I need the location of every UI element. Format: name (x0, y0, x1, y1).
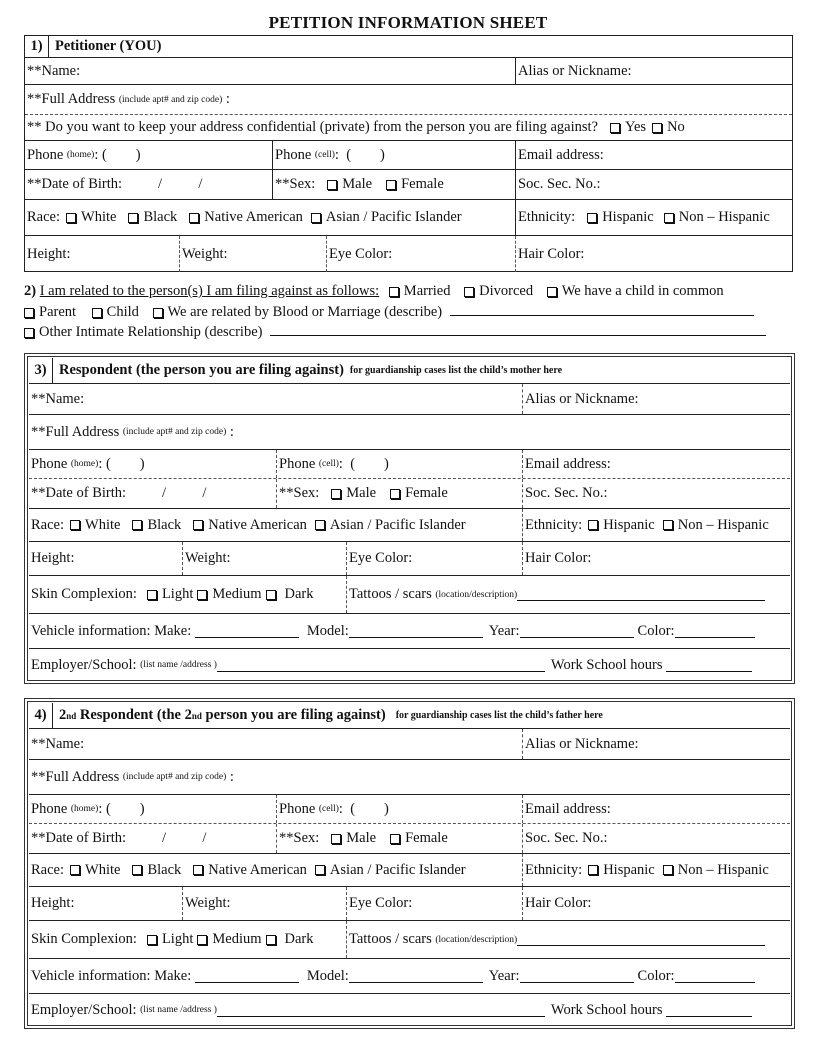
home-note: (home) (70, 804, 99, 814)
alias-field[interactable] (515, 58, 792, 84)
sex-field (276, 824, 522, 853)
phone-home-field[interactable] (29, 450, 276, 478)
asian-label: Asian / Pacific Islander (329, 861, 466, 878)
skin-field (29, 576, 346, 613)
paren: : ( ) (334, 146, 385, 163)
address-note: (include apt# and zip code) (118, 94, 223, 105)
address-field[interactable] (25, 85, 792, 114)
address-note: (include apt# and zip code) (122, 427, 227, 437)
paren: : ( ) (338, 455, 389, 472)
ethnicity-field (522, 854, 790, 886)
cell-note: (cell) (318, 459, 339, 469)
dark-label: Dark (284, 931, 314, 947)
address-field[interactable] (29, 415, 790, 449)
black-label: Black (143, 209, 178, 225)
nonhispanic-label: Non – Hispanic (677, 861, 769, 878)
home-note: (home) (70, 459, 99, 469)
ssn-field[interactable] (515, 170, 792, 199)
native-label: Native American (204, 209, 303, 225)
hispanic-checkbox[interactable] (588, 865, 598, 875)
hair-color-field[interactable] (522, 542, 790, 575)
colon: : (229, 768, 234, 785)
model-label: Model: (306, 967, 349, 984)
hair-label: Hair Color: (525, 895, 592, 911)
weight-field[interactable] (182, 887, 346, 920)
other-checkbox[interactable] (24, 328, 34, 338)
female-label: Female (405, 830, 448, 846)
email-field[interactable] (522, 795, 790, 823)
dob-field[interactable] (29, 479, 276, 508)
make-line[interactable] (195, 625, 299, 638)
male-label: Male (346, 830, 377, 846)
tattoos-label: Tattoos / scars (349, 931, 432, 947)
name-field[interactable] (25, 58, 515, 84)
heading-text: person you are filing against) (201, 707, 386, 723)
employer-field (29, 649, 790, 681)
paren: : ( ) (94, 146, 141, 163)
hair-color-field[interactable] (522, 887, 790, 920)
black-label: Black (147, 516, 182, 533)
skin-field (29, 921, 346, 958)
male-label: Male (346, 485, 377, 501)
cell-note: (cell) (314, 150, 335, 160)
model-line[interactable] (349, 625, 483, 638)
male-checkbox[interactable] (331, 489, 341, 499)
native-checkbox[interactable] (193, 520, 203, 530)
section-heading (53, 703, 603, 728)
tattoos-note: (location/description) (435, 934, 518, 945)
hair-label: Hair Color: (518, 245, 585, 262)
name-field[interactable] (29, 729, 522, 759)
tattoos-line[interactable] (517, 588, 765, 601)
tattoos-label: Tattoos / scars (349, 586, 432, 602)
phone-label: Phone (31, 800, 68, 817)
skin-label: Skin Complexion: (31, 931, 137, 947)
color-label: Color: (637, 967, 675, 984)
black-checkbox[interactable] (128, 213, 138, 223)
asian-checkbox[interactable] (315, 865, 325, 875)
ssn-label: Soc. Sec. No.: (525, 485, 608, 501)
tattoos-line[interactable] (517, 933, 765, 946)
native-checkbox[interactable] (193, 865, 203, 875)
dark-checkbox[interactable] (266, 590, 276, 600)
race-field (29, 509, 522, 541)
make-line[interactable] (195, 970, 299, 983)
heading-sup: nd (191, 710, 202, 721)
sex-field (276, 479, 522, 508)
paren: : ( ) (98, 800, 145, 817)
second-respondent-section (24, 698, 795, 1029)
name-label: **Name: (31, 735, 85, 752)
alias-label: Alias or Nickname: (525, 735, 639, 752)
name-label: **Name: (27, 62, 81, 79)
home-note: (home) (66, 150, 95, 160)
phone-label: Phone (279, 455, 316, 472)
dob-slashes: / / (162, 830, 207, 846)
phone-label: Phone (279, 800, 316, 817)
black-label: Black (147, 861, 182, 878)
paren: : ( ) (98, 455, 145, 472)
white-checkbox[interactable] (66, 213, 76, 223)
employer-label: Employer/School: (31, 656, 137, 673)
year-line[interactable] (520, 970, 634, 983)
paren: : ( ) (338, 800, 389, 817)
dark-checkbox[interactable] (266, 935, 276, 945)
female-label: Female (401, 176, 444, 192)
female-checkbox[interactable] (390, 834, 400, 844)
other-describe-line[interactable] (270, 323, 766, 336)
year-label: Year: (488, 622, 520, 639)
alias-field[interactable] (522, 729, 790, 759)
height-field[interactable] (25, 236, 179, 272)
height-label: Height: (31, 550, 75, 566)
dob-field[interactable] (29, 824, 276, 853)
tattoos-field[interactable] (346, 921, 790, 958)
page-title: PETITION INFORMATION SHEET (268, 13, 548, 32)
year-label: Year: (488, 967, 520, 984)
relationship-line-1 (24, 283, 724, 300)
color-line[interactable] (675, 970, 755, 983)
medium-checkbox[interactable] (197, 590, 207, 600)
white-label: White (81, 209, 117, 225)
address-label: **Full Address (27, 91, 116, 107)
vehicle-field (29, 959, 790, 993)
phone-label: Phone (27, 146, 64, 163)
parent-label: Parent (39, 304, 77, 320)
hispanic-checkbox[interactable] (587, 213, 597, 223)
alias-field[interactable] (522, 384, 790, 414)
ethnicity-label: Ethnicity: (525, 516, 583, 533)
weight-field[interactable] (182, 542, 346, 575)
employer-field (29, 994, 790, 1026)
weight-field[interactable] (179, 236, 326, 272)
heading-note: for guardianship cases list the child’s mother here (349, 365, 563, 376)
race-label: Race: (31, 516, 65, 533)
blood-checkbox[interactable] (153, 308, 163, 318)
phone-cell-field[interactable] (276, 795, 522, 823)
weight-label: Weight: (185, 550, 231, 566)
dob-label: **Date of Birth: (31, 485, 127, 501)
blood-describe-line[interactable] (450, 303, 754, 316)
native-label: Native American (208, 516, 307, 533)
eye-label: Eye Color: (329, 245, 393, 262)
dob-label: **Date of Birth: (27, 176, 123, 192)
email-field[interactable] (522, 450, 790, 478)
sex-field (272, 170, 515, 199)
hispanic-label: Hispanic (602, 209, 654, 225)
dob-slashes: / / (158, 176, 203, 192)
yes-label: Yes (624, 119, 647, 135)
colon: : (229, 423, 234, 440)
sex-label: **Sex: (275, 176, 316, 192)
black-checkbox[interactable] (132, 520, 142, 530)
tattoos-note: (location/description) (435, 589, 518, 600)
height-field[interactable] (29, 887, 182, 920)
medium-checkbox[interactable] (197, 935, 207, 945)
no-checkbox[interactable] (652, 123, 662, 133)
sex-label: **Sex: (279, 830, 320, 846)
address-field[interactable] (29, 760, 790, 794)
address-label: **Full Address (31, 423, 120, 440)
race-field (25, 200, 515, 235)
ssn-label: Soc. Sec. No.: (518, 176, 601, 192)
alias-label: Alias or Nickname: (518, 62, 632, 79)
respondent-section (24, 353, 795, 684)
email-label: Email address: (518, 146, 604, 163)
hours-line[interactable] (666, 1004, 752, 1017)
asian-label: Asian / Pacific Islander (329, 516, 466, 533)
white-checkbox[interactable] (70, 520, 80, 530)
black-checkbox[interactable] (132, 865, 142, 875)
weight-label: Weight: (185, 895, 231, 911)
heading-text: Respondent (the person you are filing against) (59, 362, 344, 378)
email-label: Email address: (525, 800, 611, 817)
hours-label: Work School hours (550, 1001, 663, 1018)
cell-note: (cell) (318, 804, 339, 814)
married-label: Married (403, 283, 451, 299)
hair-label: Hair Color: (525, 550, 592, 566)
nonhispanic-label: Non – Hispanic (677, 516, 769, 533)
ethnicity-field (515, 200, 792, 235)
vehicle-label: Vehicle information: Make: (31, 967, 192, 984)
light-checkbox[interactable] (147, 590, 157, 600)
divorced-checkbox[interactable] (464, 287, 474, 297)
height-field[interactable] (29, 542, 182, 575)
female-label: Female (405, 485, 448, 501)
color-line[interactable] (675, 625, 755, 638)
email-field[interactable] (515, 141, 792, 169)
phone-label: Phone (275, 146, 312, 163)
race-label: Race: (31, 861, 65, 878)
divorced-label: Divorced (479, 283, 534, 299)
race-label: Race: (27, 209, 61, 225)
child-common-label: We have a child in common (561, 283, 724, 299)
hispanic-label: Hispanic (603, 861, 655, 878)
phone-cell-field[interactable] (276, 450, 522, 478)
color-label: Color: (637, 622, 675, 639)
employer-note: (list name /address ) (140, 1005, 217, 1015)
ethnicity-field (522, 509, 790, 541)
married-checkbox[interactable] (389, 287, 399, 297)
race-field (29, 854, 522, 886)
hours-line[interactable] (666, 659, 752, 672)
section-number: 4) (29, 703, 53, 728)
colon: : (225, 91, 230, 107)
relationship-line-2 (24, 303, 754, 321)
hispanic-label: Hispanic (603, 516, 655, 533)
nonhispanic-label: Non – Hispanic (678, 209, 770, 225)
nonhispanic-checkbox[interactable] (664, 213, 674, 223)
phone-label: Phone (31, 455, 68, 472)
female-checkbox[interactable] (386, 180, 396, 190)
asian-checkbox[interactable] (315, 520, 325, 530)
dob-field[interactable] (25, 170, 272, 199)
white-checkbox[interactable] (70, 865, 80, 875)
skin-label: Skin Complexion: (31, 586, 137, 602)
ssn-field[interactable] (522, 479, 790, 508)
year-line[interactable] (520, 625, 634, 638)
native-label: Native American (208, 861, 307, 878)
yes-checkbox[interactable] (610, 123, 620, 133)
employer-line[interactable] (217, 1004, 545, 1017)
model-label: Model: (306, 622, 349, 639)
ethnicity-label: Ethnicity: (518, 209, 576, 225)
vehicle-label: Vehicle information: Make: (31, 622, 192, 639)
ethnicity-label: Ethnicity: (525, 861, 583, 878)
section-number: 2) (24, 283, 37, 299)
dark-label: Dark (284, 586, 314, 602)
confidential-label: ** Do you want to keep your address confidential (private) from the person you are filing against? (27, 119, 598, 135)
name-field[interactable] (29, 384, 522, 414)
male-label: Male (342, 176, 373, 192)
male-checkbox[interactable] (331, 834, 341, 844)
female-checkbox[interactable] (390, 489, 400, 499)
petitioner-section (24, 35, 793, 272)
model-line[interactable] (349, 970, 483, 983)
eye-color-field[interactable] (346, 542, 522, 575)
section-number: 3) (29, 358, 53, 383)
name-label: **Name: (31, 390, 85, 407)
alias-label: Alias or Nickname: (525, 390, 639, 407)
address-label: **Full Address (31, 768, 120, 785)
weight-label: Weight: (182, 245, 228, 262)
heading-text: Respondent (the 2 (76, 707, 192, 723)
height-label: Height: (27, 245, 71, 262)
employer-label: Employer/School: (31, 1001, 137, 1018)
section-number: 1) (25, 36, 49, 57)
vehicle-field (29, 614, 790, 648)
dob-label: **Date of Birth: (31, 830, 127, 846)
relationship-line-3 (24, 323, 766, 341)
employer-line[interactable] (217, 659, 545, 672)
no-label: No (667, 119, 685, 135)
hours-label: Work School hours (550, 656, 663, 673)
relationship-intro: I am related to the person(s) I am filing against as follows: (39, 283, 380, 299)
section-heading (53, 358, 562, 383)
eye-label: Eye Color: (349, 550, 413, 566)
eye-color-field[interactable] (326, 236, 515, 272)
section-heading: Petitioner (YOU) (55, 38, 162, 54)
phone-home-field[interactable] (25, 141, 272, 169)
asian-checkbox[interactable] (311, 213, 321, 223)
phone-home-field[interactable] (29, 795, 276, 823)
light-checkbox[interactable] (147, 935, 157, 945)
asian-label: Asian / Pacific Islander (325, 209, 462, 225)
phone-cell-field[interactable] (272, 141, 515, 169)
parent-checkbox[interactable] (24, 308, 34, 318)
employer-note: (list name /address ) (140, 660, 217, 670)
email-label: Email address: (525, 455, 611, 472)
child-common-checkbox[interactable] (547, 287, 557, 297)
heading-text: 2 (59, 707, 67, 723)
sex-label: **Sex: (279, 485, 320, 501)
child-checkbox[interactable] (92, 308, 102, 318)
child-label: Child (106, 304, 139, 320)
nonhispanic-checkbox[interactable] (663, 520, 673, 530)
other-label: Other Intimate Relationship (describe) (39, 324, 263, 340)
eye-color-field[interactable] (346, 887, 522, 920)
medium-label: Medium (212, 586, 262, 602)
height-label: Height: (31, 895, 75, 911)
eye-label: Eye Color: (349, 895, 413, 911)
white-label: White (85, 861, 121, 878)
ssn-field[interactable] (522, 824, 790, 853)
address-note: (include apt# and zip code) (122, 772, 227, 782)
tattoos-field[interactable] (346, 576, 790, 613)
hispanic-checkbox[interactable] (588, 520, 598, 530)
male-checkbox[interactable] (327, 180, 337, 190)
heading-sup: nd (66, 710, 77, 721)
dob-slashes: / / (162, 485, 207, 501)
confidential-question (25, 115, 792, 140)
light-label: Light (161, 931, 194, 947)
native-checkbox[interactable] (189, 213, 199, 223)
blood-label: We are related by Blood or Marriage (describe) (167, 304, 443, 320)
ssn-label: Soc. Sec. No.: (525, 830, 608, 846)
light-label: Light (161, 586, 194, 602)
medium-label: Medium (212, 931, 262, 947)
white-label: White (85, 516, 121, 533)
heading-note: for guardianship cases list the child’s father here (395, 710, 603, 721)
hair-color-field[interactable] (515, 236, 792, 272)
nonhispanic-checkbox[interactable] (663, 865, 673, 875)
